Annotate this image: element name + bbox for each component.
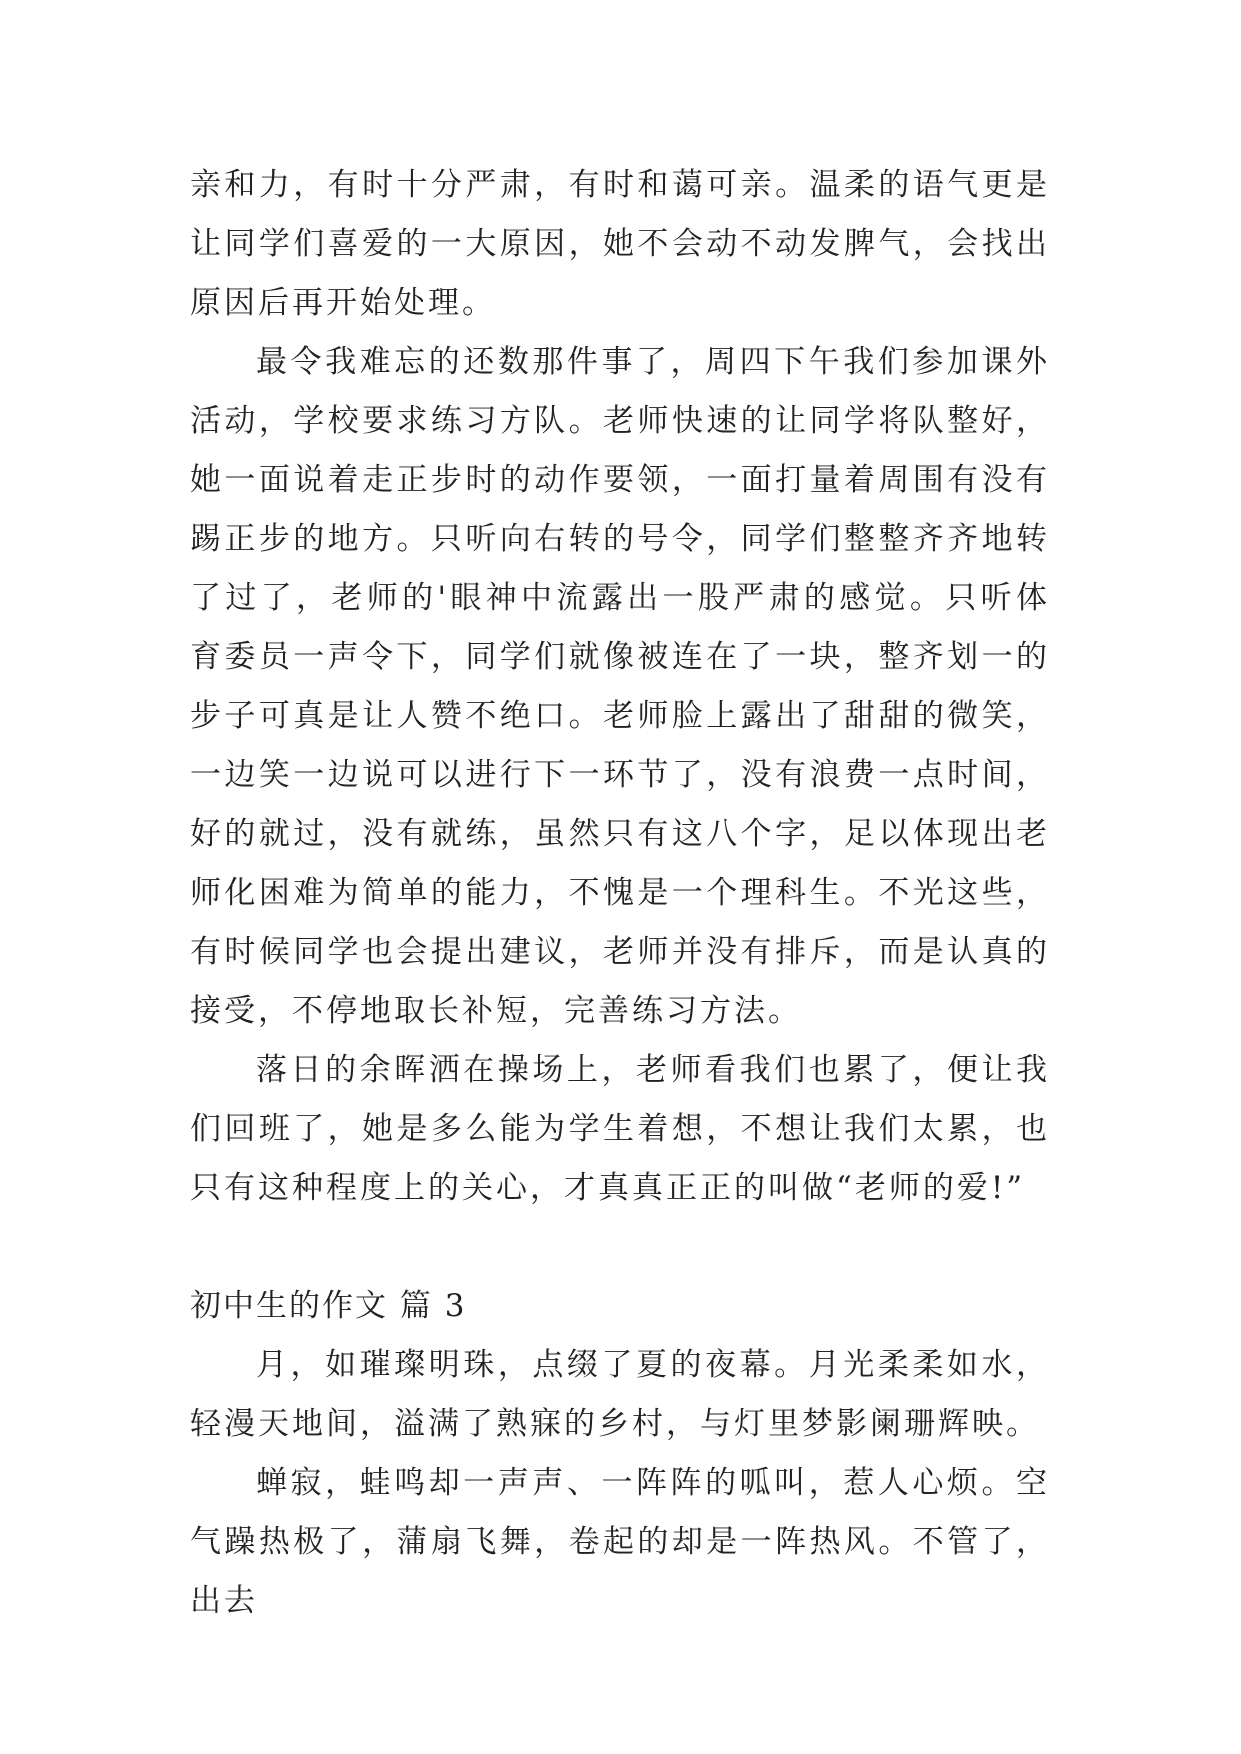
paragraph-sunset: 落日的余晖洒在操场上，老师看我们也累了，便让我们回班了，她是多么能为学生着想，不想让我们太累，也只有这种程度上的关心，才真真正正的叫做“老师的爱!” (190, 1052, 1050, 1206)
paragraph-moon: 月，如璀璨明珠，点缀了夏的夜幕。月光柔柔如水，轻漫天地间，溢满了熟寐的乡村，与灯里梦影阑珊辉映。 (190, 1347, 1050, 1442)
document-body (190, 156, 1050, 1631)
paragraph-memorable-event: 最令我难忘的还数那件事了，周四下午我们参加课外活动，学校要求练习方队。老师快速的让同学将队整好，她一面说着走正步时的动作要领，一面打量着周围有没有踢正步的地方。只听向右转的号令，同学们整整齐齐地转了过了，老师的'眼神中流露出一股严肃的感觉。只听体育委员一声令下，同学们就像被连在了一块，整齐划一的步子可真是让人赞不绝口。老师脸上露出了甜甜的微笑，一边笑一边说可以进行下一环节了，没有浪费一点时间，好的就过，没有就练，虽然只有这八个字，足以体现出老师化困难为简单的能力，不愧是一个理科生。不光这些，有时候同学也会提出建议，老师并没有排斥，而是认真的接受，不停地取长补短，完善练习方法。 (190, 344, 1050, 1029)
paragraph-cicada: 蝉寂，蛙鸣却一声声、一阵阵的呱叫，惹人心烦。空气躁热极了，蒲扇飞舞，卷起的却是一阵热风。不管了，出去 (190, 1465, 1050, 1619)
section-heading: 初中生的作文 篇 3 (190, 1288, 467, 1324)
paragraph-continuation: 亲和力，有时十分严肃，有时和蔼可亲。温柔的语气更是让同学们喜爱的一大原因，她不会动不动发脾气，会找出原因后再开始处理。 (190, 167, 1050, 321)
